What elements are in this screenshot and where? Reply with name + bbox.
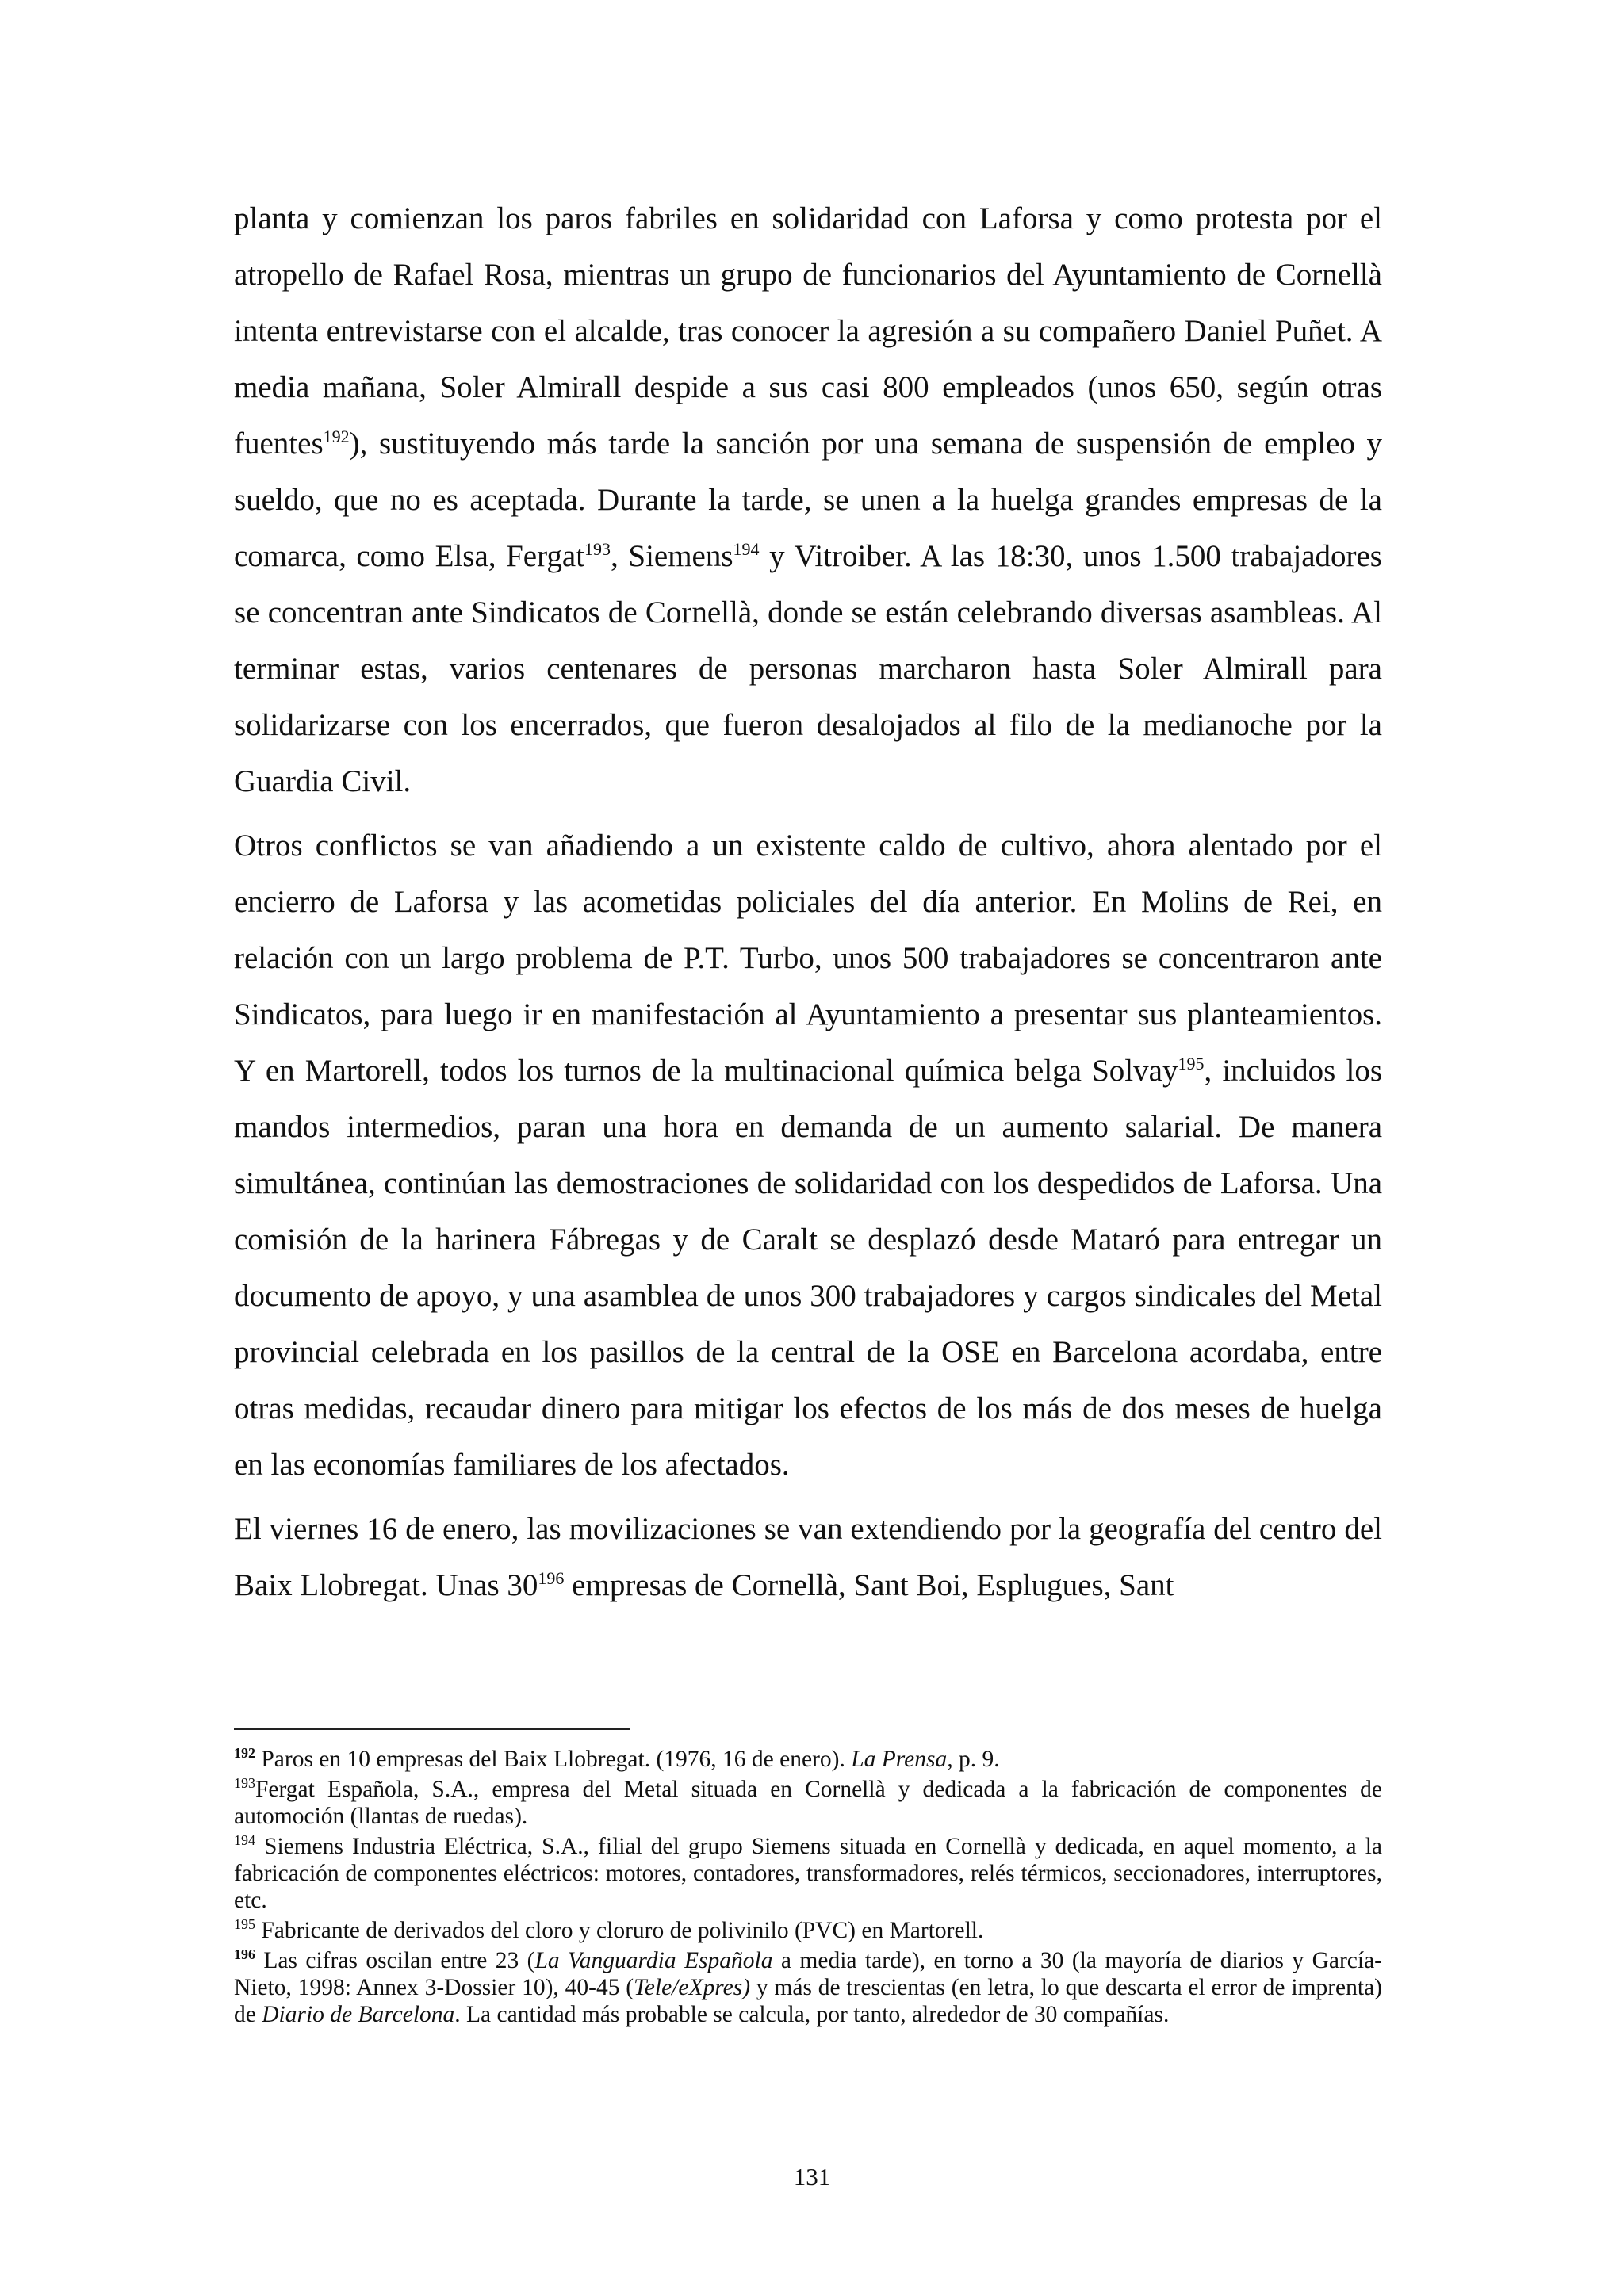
paragraph-text: , incluidos los mandos intermedios, paran una hora en demanda de un aumento salarial. De manera simultánea, continúan las demostraciones de solidaridad con los despedidos de Laforsa. Una comisión de la harinera Fábregas y de Caralt se desplazó desde Mataró para entregar un documento de apoyo, y una asamblea de unos 300 trabajadores y cargos sindicales del Metal provincial celebrada en los pasillos de la central de la OSE en Barcelona acordaba, entre otras medidas, recaudar dinero para mitigar los efectos de los más de dos meses de huelga en las economías familiares de los afectados.	[234, 1054, 1382, 1482]
footnote-text: p. 9.	[952, 1747, 1000, 1772]
paragraph-text: , Siemens	[611, 539, 733, 573]
body-text	[234, 190, 1382, 1621]
footnote-text: Fabricante de derivados del cloro y cloruro de polivinilo (PVC) en Martorell.	[255, 1918, 984, 1943]
footnote-source-title: Tele/eXpres)	[634, 1975, 751, 2000]
footnote-number: 192	[234, 1745, 255, 1762]
footnote-text: Fergat Española, S.A., empresa del Metal situada en Cornellà y dedicada a la fabricación de componentes de automoción (llantas de ruedas).	[234, 1777, 1382, 1829]
footnote-ref-194[interactable]: 194	[733, 539, 760, 559]
footnote-text: Siemens Industria Eléctrica, S.A., filial del grupo Siemens situada en Cornellà y dedicada, en aquel momento, a la fabricación de componentes eléctricos: motores, contadores, transformadores, relés térmicos, seccionadores, interruptores, etc.	[234, 1834, 1382, 1913]
paragraph-3	[234, 1501, 1382, 1613]
paragraph-text: Otros conflictos se van añadiendo a un existente caldo de cultivo, ahora alentado por el encierro de Laforsa y las acometidas policiales del día anterior. En Molins de Rei, en relación con un largo problema de P.T. Turbo, unos 500 trabajadores se concentraron ante Sindicatos, para luego ir en manifestación al Ayuntamiento a presentar sus planteamientos. Y en Martorell, todos los turnos de la multinacional química belga Solvay	[234, 828, 1382, 1088]
footnote-ref-193[interactable]: 193	[584, 539, 611, 559]
footnote-ref-192[interactable]: 192	[323, 427, 350, 446]
footnote-text: a media tarde), en torno a 30 (la mayoría de diarios y García-Nieto, 1998: Annex 3-Dossier 10), 40-45 (	[234, 1948, 1383, 2000]
footnote-number: 195	[234, 1916, 255, 1933]
footnote-195	[234, 1917, 1382, 1944]
footnote-text: y más de trescientas (en letra, lo que descarta el error de imprenta) de	[234, 1975, 1382, 2027]
footnote-source-title: Diario de Barcelona	[262, 2002, 455, 2027]
footnote-194	[234, 1833, 1382, 1914]
footnote-196	[234, 1947, 1382, 2028]
footnote-source-title: La Vanguardia Española	[534, 1948, 773, 1973]
footnote-number: 194	[234, 1832, 255, 1849]
paragraph-text: ), sustituyendo más tarde la sanción por una semana de suspensión de empleo y sueldo, que no es aceptada. Durante la tarde, se unen a la huelga grandes empresas de la comarca, como Elsa, Fergat	[234, 427, 1382, 573]
paragraph-text: planta y comienzan los paros fabriles en solidaridad con Laforsa y como protesta por el atropello de Rafael Rosa, mientras un grupo de funcionarios del Ayuntamiento de Cornellà intenta entrevistarse con el alcalde, tras conocer la agresión a su compañero Daniel Puñet. A media mañana, Soler Almirall despide a sus casi 800 empleados (unos 650, según otras fuentes	[234, 201, 1382, 461]
footnote-number: 193	[234, 1775, 255, 1792]
footnote-number: 196	[234, 1946, 255, 1963]
footnotes	[234, 1746, 1382, 2031]
page-number: 131	[793, 2163, 831, 2191]
footnote-separator	[234, 1728, 630, 1730]
paragraph-1	[234, 190, 1382, 809]
footnote-ref-196[interactable]: 196	[538, 1568, 565, 1588]
footnote-193	[234, 1776, 1382, 1830]
footnote-192	[234, 1746, 1382, 1773]
footnote-ref-195[interactable]: 195	[1178, 1054, 1205, 1073]
footnote-source-title: La Prensa,	[851, 1747, 953, 1772]
paragraph-text: empresas de Cornellà, Sant Boi, Esplugues, Sant	[564, 1568, 1174, 1602]
paragraph-2	[234, 817, 1382, 1493]
paragraph-text: y Vitroiber. A las 18:30, unos 1.500 trabajadores se concentran ante Sindicatos de Cornellà, donde se están celebrando diversas asambleas. Al terminar estas, varios centenares de personas marcharon hasta Soler Almirall para solidarizarse con los encerrados, que fueron desalojados al filo de la medianoche por la Guardia Civil.	[234, 539, 1382, 798]
footnote-text: Las cifras oscilan entre 23 (	[255, 1948, 535, 1973]
footnote-text: Paros en 10 empresas del Baix Llobregat. (1976, 16 de enero).	[255, 1747, 852, 1772]
paragraph-text: El viernes 16 de enero, las movilizaciones se van extendiendo por la geografía del centro del Baix Llobregat. Unas 30	[234, 1512, 1382, 1602]
footnote-text: . La cantidad más probable se calcula, por tanto, alrededor de 30 compañías.	[454, 2002, 1170, 2027]
